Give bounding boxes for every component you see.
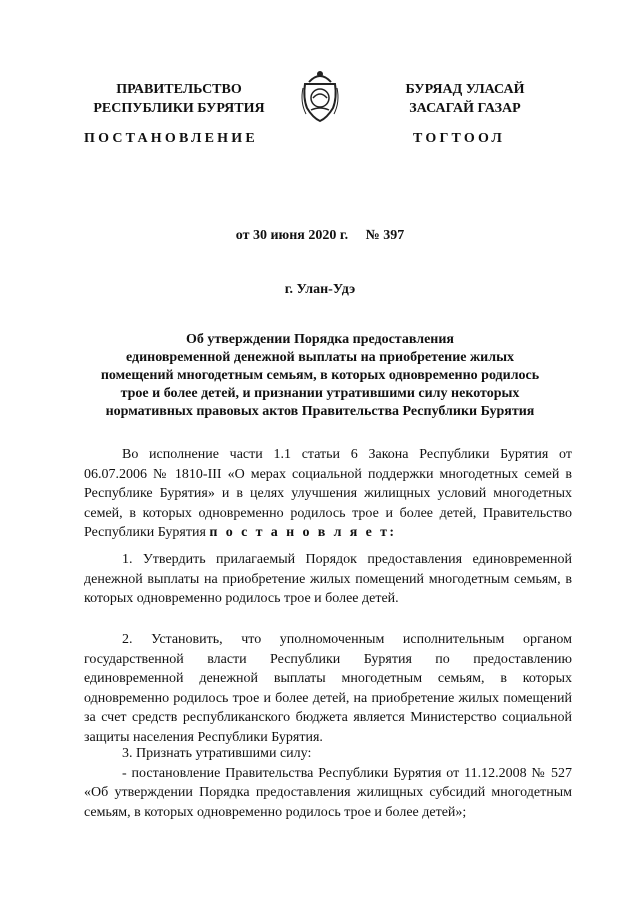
title-line: нормативных правовых актов Правительства Республики Бурятия bbox=[105, 404, 535, 419]
title-line: трое и более детей, и признании утратившими силу некоторых bbox=[120, 386, 520, 401]
item-2-paragraph bbox=[84, 630, 572, 747]
item-1-text: 1. Утвердить прилагаемый Порядок предоставления единовременной денежной выплаты на приобретение жилых помещений многодетным семьям, в которых одновременно родилось трое и более детей. bbox=[84, 552, 572, 606]
issuer-buryat-line-2: ЗАСАГАЙ ГАЗАР bbox=[409, 101, 521, 116]
coat-of-arms-icon bbox=[299, 68, 341, 124]
resolves-word: п о с т а н о в л я е т: bbox=[209, 525, 397, 540]
document-title bbox=[60, 331, 580, 421]
title-line: единовременной денежной выплаты на приобретение жилых bbox=[125, 350, 515, 365]
issuer-buryat-line-1: БУРЯАД УЛАСАЙ bbox=[405, 82, 525, 97]
issuer-line-1: ПРАВИТЕЛЬСТВО bbox=[116, 82, 242, 97]
item-3-heading: 3. Признать утратившими силу: bbox=[122, 746, 312, 761]
issuer-name-russian bbox=[84, 80, 274, 118]
item-1-paragraph bbox=[84, 550, 572, 609]
date-and-number: от 30 июня 2020 г. № 397 bbox=[235, 228, 405, 243]
issuer-line-2: РЕСПУБЛИКИ БУРЯТИЯ bbox=[93, 101, 265, 116]
document-type-buryat: ТОГТООЛ bbox=[413, 131, 506, 146]
issuer-name-buryat bbox=[372, 80, 558, 118]
item-3-subitem-1: - постановление Правительства Республики Бурятия от 11.12.2008 № 527 «Об утверждении Порядка предоставления жилищных субсидий многодетным семьям, в которых одновременно родилось трое и более детей»; bbox=[84, 765, 572, 820]
document-type-russian: ПОСТАНОВЛЕНИЕ bbox=[84, 131, 258, 146]
city: г. Улан-Удэ bbox=[284, 282, 356, 297]
item-3-paragraph bbox=[84, 744, 572, 822]
preamble-paragraph bbox=[84, 445, 572, 543]
item-2-text: 2. Установить, что уполномоченным исполнительным органом государственной власти Республики Бурятия по предоставлению единовременной денежной выплаты многодетным семьям, в которых одновременно родилось трое и более детей, на приобретение жилых помещений за счет средств республиканского бюджета является Министерство социальной защиты населения Республики Бурятия. bbox=[84, 632, 572, 745]
title-line: помещений многодетным семьям, в которых одновременно родилось bbox=[100, 368, 540, 383]
title-line: Об утверждении Порядка предоставления bbox=[185, 332, 455, 347]
preamble-text: Во исполнение части 1.1 статьи 6 Закона Республики Бурятия от 06.07.2006 № 1810-III «О мерах социальной поддержки многодетных семей в Республике Бурятия» и в целях улучшения жилищных условий многодетных семей, в которых одновременно родилось трое и более детей, Правительство Республики Бурятия bbox=[84, 447, 572, 540]
